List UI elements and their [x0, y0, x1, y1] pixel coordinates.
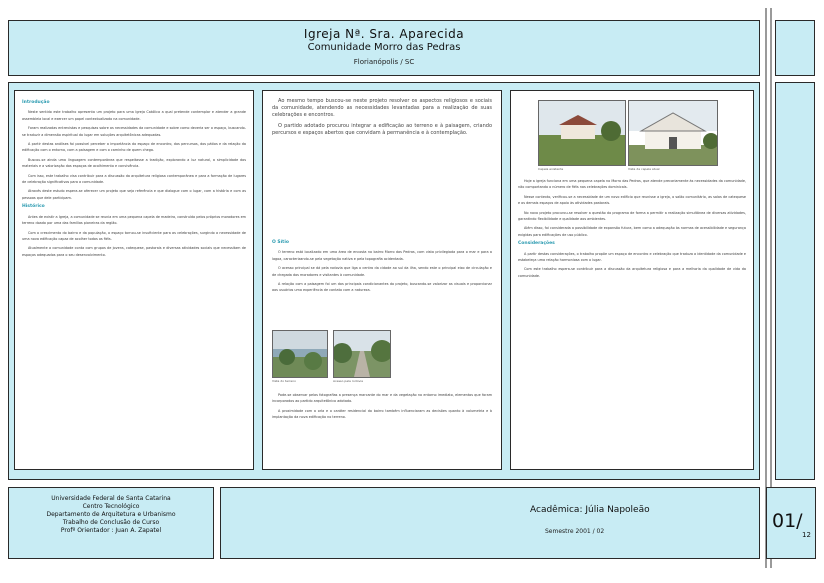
- column-2-lead: [272, 98, 492, 176]
- semester-label: Semestre 2001 / 02: [545, 528, 605, 535]
- closing-paragraph-2: Com este trabalho espera-se contribuir para a discussão da arquitetura religiosa e para a melhoria da qualidade de vida da comunidade.: [518, 267, 746, 278]
- history-paragraph-2: Com o crescimento do bairro e da população, o espaço tornou-se insuficiente para as celebrações, surgindo a necessidade de uma nova edificação capaz de acolher todos os fiéis.: [22, 230, 246, 241]
- right-frame-line-1: [765, 8, 767, 568]
- considerations-heading: Considerações: [518, 241, 555, 247]
- history-heading: Histórico: [22, 204, 45, 210]
- lead-paragraph-2: O partido adotado procurou integrar a edificação ao terreno e à paisagem, criando percursos e espaços abertos que convidam à permanência e à contemplação.: [272, 123, 492, 136]
- right-frame-line-2: [770, 8, 772, 568]
- photo-chapel-near: [628, 100, 718, 166]
- photo-caption-coast: Vista do terreno: [272, 379, 296, 383]
- photo-road: [333, 330, 391, 378]
- lead-paragraph-1: Ao mesmo tempo buscou-se neste projeto resolver os aspectos religiosos e sociais da comunidade, atendendo as necessidades levantadas para a realização de suas celebrações e encontros.: [272, 98, 492, 118]
- institution-line-1: Universidade Federal de Santa Catarina: [51, 495, 171, 502]
- intro-paragraph-2: Foram realizadas entrevistas e pesquisas sobre as necessidades da comunidade e sobre como deveria ser o espaço, buscando-se traduzir a dimensão espiritual do lugar em soluções arquitetônicas adequadas.: [22, 126, 246, 137]
- academic-name: Acadêmica: Júlia Napoleão: [530, 505, 650, 515]
- coast-image: [273, 331, 327, 377]
- institution-line-4: Trabalho de Conclusão de Curso: [62, 519, 160, 526]
- side-box-top: [775, 20, 815, 76]
- history-paragraph-3: Atualmente a comunidade conta com grupos de jovens, catequese, pastorais e diversas atividades sociais que necessitam de espaços adequados para o seu desenvolvimento.: [22, 246, 246, 257]
- institution-line-2: Centro Tecnológico: [82, 503, 140, 510]
- institution-line-5: Profº Orientador : Juan A. Zapatel: [60, 527, 162, 534]
- site-paragraph-3: A relação com a paisagem foi um dos principais condicionantes do projeto, buscando-se valorizar as visuais e proporcionar aos usuários uma experiência de contato com a natureza.: [272, 282, 492, 293]
- photo-caption-chapel-distant: Capela existente: [538, 167, 564, 171]
- side-box-middle: [775, 82, 815, 480]
- photo-caption-chapel-near: Vista da capela atual: [628, 167, 660, 171]
- page-title: Igreja Nª. Sra. Aparecida: [303, 27, 465, 41]
- institution-block: [14, 495, 208, 535]
- site-paragraph-1: O terreno está localizado em uma área de encosta no bairro Morro das Pedras, com vista privilegiada para o mar e para a lagoa, caracterizando-se pela vegetação nativa e pela topografia acidentada.: [272, 250, 492, 261]
- site-after-paragraph-1: Pode-se observar pelas fotografias a presença marcante do mar e da vegetação no entorno imediato, elementos que foram incorporados ao partido arquitetônico adotado.: [272, 393, 492, 404]
- chapel-near-image: [629, 101, 717, 165]
- col3-paragraph-2: Nesse contexto, verificou-se a necessidade de um novo edifício que reunisse a igreja, o salão comunitário, as salas de catequese e os demais espaços de apoio às atividades pastorais.: [518, 194, 746, 206]
- intro-paragraph-4: Buscou-se ainda uma linguagem contemporânea que respeitasse a tradição, explorando a luz natural, a simplicidade dos materiais e a valorização dos espaços de acolhimento e convivência.: [22, 157, 246, 169]
- col3-paragraph-1: Hoje a igreja funciona em uma pequena capela no Morro das Pedras, que atende precariamente às necessidades da comunidade, não comportando o número de fiéis nas celebrações dominicais.: [518, 179, 746, 190]
- road-image: [334, 331, 390, 377]
- page-subtitle: Comunidade Morro das Pedras: [307, 42, 461, 53]
- photo-coast: [272, 330, 328, 378]
- col3-paragraph-4: Além disso, foi considerada a possibilidade de expansão futura, bem como a adequação às normas de acessibilidade e segurança exigidas para edificações de uso público.: [518, 226, 746, 237]
- column-2-site-text: [272, 238, 492, 322]
- intro-paragraph-5: Com isso, este trabalho visa contribuir para a discussão da arquitetura religiosa contemporânea e para a formação de lugares de celebração significativos para a comunidade.: [22, 173, 246, 185]
- closing-paragraph-1: A partir destas considerações, o trabalho propõe um espaço de encontro e celebração que traduza a identidade da comunidade e estabeleça uma relação harmoniosa com o lugar.: [518, 251, 746, 263]
- location-label: Florianópolis / SC: [353, 58, 415, 66]
- column-1: [22, 98, 246, 464]
- institution-line-3: Departamento de Arquitetura e Urbanismo: [46, 511, 176, 518]
- page-number: 01/: [772, 510, 803, 532]
- site-after-paragraph-2: A proximidade com a orla e o caráter residencial do bairro também influenciaram as decisões quanto à volumetria e à implantação da nova edificação no terreno.: [272, 408, 492, 420]
- column-3-text: [518, 178, 746, 464]
- intro-paragraph-1: Neste sentido este trabalho apresenta um projeto para uma Igreja Católica a qual pretende contemplar e atender a grande assembleia local e exercer um papel contextualizado na comunidade.: [22, 110, 246, 121]
- photo-chapel-distant: [538, 100, 626, 166]
- intro-paragraph-3: A partir destas análises foi possível perceber a importância do espaço de encontro, dos percursos, dos pátios e da relação da edificação com o entorno, com a paisagem e com o caminho de quem chega.: [22, 142, 246, 153]
- page-total: 12: [802, 531, 811, 539]
- column-2-bottom-text: [272, 392, 492, 466]
- site-paragraph-2: O acesso principal se dá pela rodovia que liga o centro da cidade ao sul da ilha, sendo este o principal eixo de circulação e de chegada dos moradores e visitantes à comunidade.: [272, 266, 492, 277]
- intro-heading: Introdução: [22, 100, 50, 105]
- site-heading: O Sítio: [272, 240, 289, 245]
- intro-paragraph-6: Através deste estudo espera-se oferecer um projeto que seja referência e que dialogue com o lugar, com a história e com as pessoas que dele participam.: [22, 189, 246, 200]
- chapel-distant-image: [539, 101, 625, 165]
- footer-author-panel: [220, 487, 760, 559]
- col3-paragraph-3: No novo projeto procurou-se resolver a questão do programa de forma a permitir a realização simultânea de diversas atividades, garantindo flexibilidade e qualidade aos ambientes.: [518, 210, 746, 222]
- history-paragraph-1: Antes de existir a Igreja, a comunidade se reunia em uma pequena capela de madeira, construída pelos próprios moradores em terreno doado por uma das famílias pioneiras da região.: [22, 214, 246, 226]
- photo-caption-road: Acesso pela rodovia: [333, 379, 363, 383]
